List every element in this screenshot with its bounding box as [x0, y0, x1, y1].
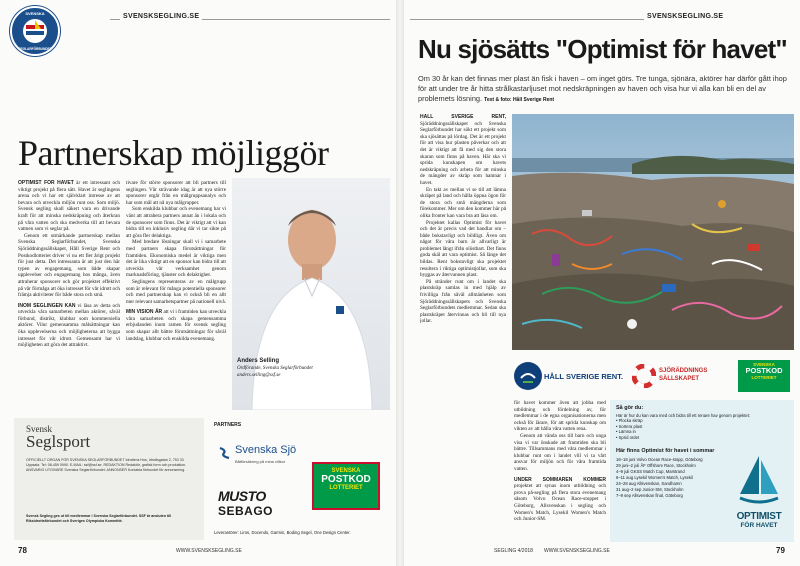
standfirst-text: Om 30 år kan det finnas mer plast än fisk i haven – om inget görs. Tre tunga, sjönära, aktörer har därför gått ihop för att under tre år hitta strålkastarljuset mot nedskräpningen av haven och visa hur vi alla kan bli en del av problemets lösning.: [418, 74, 787, 103]
partners-box: [208, 418, 392, 540]
left-page: [0, 0, 396, 566]
info-list-item: 29 juni–2 juli ÅF Offshore Race, Stockholm: [616, 463, 696, 468]
header-site-right: SVENSKSEGLING.SE: [644, 13, 726, 20]
footer-url: WWW.SVENSKSEGLING.SE: [544, 548, 610, 554]
header-rule: [410, 19, 650, 20]
pk-right-line2: POSTKOD: [745, 366, 783, 375]
svenska-sjo-tagline: Båtförsäkring på mina villkor: [235, 459, 286, 464]
beach-litter-photo: [512, 114, 794, 350]
paragraph: [514, 433, 606, 473]
right-column-2: [514, 400, 606, 544]
paragraph-text: projektet att synas inom utbildning och prova på-segling på flera stora evenemang såsom Volvo Ocean Race-stoppet i Göteborg, Allsvenskan i segling och Women's Match, Lysekil Women's Match och Junior-SM.: [514, 483, 606, 523]
right-column-1: [420, 114, 506, 546]
paragraph-text: Som enskilda klubbar och evenemang har vi vänt att attrahera partners annat än i lokala och de sponsorer som finns. Det är viktigt att vi kan bidra till en inklusiv segling där vi tar sikte på att göra fler delaktiga.: [126, 206, 226, 239]
info-list-item: 24–28 aug Allsvenskan, Sandhamn: [616, 481, 682, 486]
paragraph-text: är ett intressant och viktigt projekt på flera sätt. Havet är seglingens arena och vi har ett självklart intresse av att bevara och utveckla miljön runt oss. Som miljö. Svensk segling skall säkert vara en drivande kraft för att minska nedskräpning och återkran på våra vatten och ska medverka till att bevara vattnen som vi seglar på.: [18, 180, 120, 233]
info-title-1: Så gör du:: [616, 405, 644, 411]
pk-line3: LOTTERIET: [329, 485, 363, 491]
person-email: anders.selling@ssf.se: [237, 373, 281, 378]
footer-url: WWW.SVENSKSEGLING.SE: [176, 548, 242, 554]
paragraph: [126, 309, 226, 342]
info-list-item: 31 aug–2 sep Junior-SM, Stockholm: [616, 487, 684, 492]
paragraph-text: för havet kommer även att jobba med utbildning och fördelning av, för medlemmar i de egna organisationerna men också för lärare, för att sprida kunskap om vikten av att hålla våra vatten rena.: [514, 400, 606, 433]
paragraph-text: att vi i framtiden kan utveckla våra samarbeten och skapa gemensamma erbjudanden inom ramen för svensk segling som skapar allt bättre förutsättningar för såväl landslag, klubbar och enskilda evenemang.: [126, 309, 226, 342]
photo-credit: Text & foto: Håll Sverige Rent: [484, 97, 555, 103]
info-list-item: 4–9 juli GKSS Match Cup, Marstrand: [616, 469, 685, 474]
pk-line2: POSTKOD: [321, 474, 371, 485]
impressum-text: OFFICIELLT ORGAN FÖR SVENSKA SEGLARFÖRBUNDET Idrottens Hus, Idrottsgatan 2, 753 33 Uppsala. Tel: 08-459 0990. E-MAIL: ssf@ssf.se. REDAKTION Redaktör, grafisk form och produktion. ANSVARIG UTGIVARE Svenska Seglarförbundet. ANNONSER Kontakta förbundet för annonsering.: [26, 458, 187, 472]
info-list-item: • Plocka skräp: [616, 418, 643, 424]
ssrs-logo: [632, 362, 722, 390]
paragraph: [18, 233, 120, 299]
ssrs-line1: SJÖRÄDDNINGS: [659, 368, 708, 374]
paragraph-lead: MIN VISION ÄR: [126, 309, 163, 316]
info-list-item: • Sortera plast: [616, 423, 643, 429]
impressum-box: [14, 418, 204, 540]
paragraph: [420, 187, 506, 220]
paragraph-text: På stränder runt om i landet ska plastskräp samlas in med hjälp av frivilliga från såväl allmänheten som Sjöräddningssällskapets och Svenska Seglarförbundets medlemmar. Sedan ska plastskräpet återvinnas och bli till nya jollar.: [420, 278, 506, 325]
beach-scene-icon: [512, 114, 794, 350]
paragraph: [420, 279, 506, 325]
svenska-sjo-icon: [218, 446, 232, 460]
info-list-item: Här är hur du kan vara med och bidra till ett renare hav genom projektet:: [616, 413, 751, 418]
paragraph: [420, 114, 506, 187]
ssrs-line2: SÄLLSKAPET: [659, 376, 700, 382]
paragraph: [420, 220, 506, 279]
paragraph-text: Projektet kallas Optimist för havet och det är precis vad det handlar om – både bokstavligt och bildligt. Även om något för våra barn är allvarligt är problemet långt ifrån olöstbart. Det finns goda skäl att vara optimist. Så länge det bildas. Rent bokstavligt ska projektet resultera i riktiga optimistjollar, som ska byggas av återvunnen plast.: [420, 219, 506, 279]
info-list-item: 7–9 sep Allsvenskan final, Göteborg: [616, 493, 683, 498]
info-list-item: 16–18 juni Volvo Ocean Race-stopp, Göteborg: [616, 457, 703, 462]
suppliers-text: Leverantörer: Liros, Docendo, Garmin, Boding Segel, One Design Center.: [214, 530, 351, 535]
person-name: Anders Selling: [237, 358, 280, 364]
page-title: Partnerskap möjliggör: [18, 133, 329, 173]
musto-logo: [218, 488, 288, 526]
page-gutter: [396, 0, 404, 566]
badge-bottom-text: SEGLARFÖRBUNDET: [18, 47, 52, 51]
paragraph: [514, 477, 606, 523]
info-list-2: [616, 457, 726, 499]
sebago-name: SEBAGO: [218, 504, 274, 518]
paragraph-text: Seglingens representeras av en målgrupp som är relevant för många potentiella sponsorer och med partnerskap kan vi också bli en allt mer relevant samarbetspartner på nationell nivå.: [126, 278, 226, 305]
info-list-item: • Sprid ordet: [616, 434, 640, 440]
paragraph-lead: UNDER SOMMAREN KOMMER: [514, 476, 606, 483]
paragraph-text: tivare för större sponsorer att bli partners till seglingen. Vår strävande idag är att nya större sponsorer utgår från en målgruppsanalys och har som mål att nå nya målgrupper.: [126, 180, 226, 206]
postkodlotteriet-logo-right: [738, 360, 790, 392]
impressum-logo-small: Svensk: [26, 424, 53, 434]
page-number: 79: [776, 546, 785, 555]
postkodlotteriet-logo: [312, 462, 380, 510]
person-role: Ordförande, Svenska Seglarförbundet: [237, 366, 313, 371]
hsr-logo-text: HÅLL SVERIGE RENT.: [544, 372, 624, 381]
hsr-logo: [514, 362, 542, 390]
pk-right-line3: LOTTERIET: [751, 375, 777, 380]
svenska-sjo-logo: [218, 442, 308, 468]
footer-magazine: SEGLING 4/2018: [494, 548, 533, 554]
paragraph: [514, 400, 606, 433]
paragraph-lead: HÅLL SVERIGE RENT,: [420, 114, 506, 120]
paragraph: [126, 206, 226, 239]
partners-title: PARTNERS: [214, 422, 242, 428]
paragraph: [18, 303, 120, 349]
info-title-2: Här finns Optimist för havet i sommar: [616, 448, 715, 454]
paragraph-lead: OPTIMIST FÖR HAVET: [18, 180, 74, 186]
paragraph: [126, 239, 226, 279]
paragraph: [126, 279, 226, 305]
impressum-logo: Seglsport: [26, 432, 91, 451]
musto-name: MUSTO: [218, 488, 266, 504]
left-column-1: [18, 180, 120, 410]
left-column-2: [126, 180, 226, 410]
optimist-line2: FÖR HAVET: [740, 522, 778, 529]
page-number: 78: [18, 546, 27, 555]
pk-right-line1: SVENSKA: [753, 362, 775, 367]
paragraph-text: vi läsa av detta och utveckla våra samarbeten mellan aktörer, såväl förbund, distrikt, klubbar som kommersiella aktörer. Vilur gemensamma målsättningar kan öka upplevelserna och möjligheterna att bygga intresset för vår idrott. Gemensamt har vi möjligheten att göra det attraktivt.: [18, 302, 120, 349]
paragraph-text: Genom att vända oss till barn och unga visa vi var önskade att framtiden ska bli bättre. Tillsammans med våra medlemmar i klubbar runt om i landet vill vi ta vårt ansvar för miljön och för våra framtida vatten.: [514, 432, 606, 472]
info-list-1: [616, 413, 788, 440]
info-list-item: 6–11 aug Lysekil Women's Match, Lysekil: [616, 475, 693, 480]
federation-badge: [10, 6, 60, 56]
optimist-sail-icon: [736, 454, 782, 506]
paragraph-text: Med bredare lösningar skall vi i samarbete med partners skapa förutsättningar för framtiden. Ekonomiska medel är viktiga men det är lika viktigt att en sponsor kan bidra till att utveckla vår verksamhet genom marknadsföring, tjänster och delaktighet.: [126, 239, 226, 279]
ssrs-lifebuoy-icon: [632, 364, 656, 388]
optimist-line1: OPTIMIST: [736, 511, 782, 522]
info-list-item: • Lämna in: [616, 429, 636, 435]
header-site-left: SVENSKSEGLING.SE: [120, 13, 202, 20]
optimist-logo: [728, 454, 790, 538]
right-page: [404, 0, 800, 566]
article-title: Nu sjösätts "Optimist för havet": [418, 34, 787, 64]
paragraph-lead: INOM SEGLINGEN KAN: [18, 302, 76, 309]
pk-line1: SVENSKA: [331, 468, 361, 474]
paragraph: [18, 180, 120, 233]
impressum-bold: Svensk Segling ges ut till medlemmar i Svenska Seglarförbundet. SSF är ansluten till Riksidrottsförbundet och Sveriges Olympiska Kommitté.: [26, 514, 172, 523]
svenska-sjo-name: Svenska Sjö: [235, 444, 297, 456]
paragraph-text: Sjöräddningssällskapet och Svenska Seglarförbundet har sökt ett projekt som ska sjösättas på lördag. Det är ett projekt för att visa hur plasten påverkar och att det är viktigt att få med sig den stora skaran som finns på haven. Här ska vi sprida kunskapen om havets nedskräpning och arbeta för att minska de mängder av skräp som hamnar i havet.: [420, 120, 506, 186]
paragraph-text: En takt av mellan vi se till att lämna skräpet på land och hålla öppna ögon för de stora och små mängderna som förekommer. Mer om den kommer här på olika fronter kan vara bra att läsa om.: [420, 186, 506, 219]
badge-top-text: SVENSKA: [25, 11, 45, 16]
info-box: [610, 400, 794, 542]
paragraph-text: Genom ett utmärkande partnerskap mellan Svenska Seglarförbundet, Svenska Sjöräddningssällskapet, Håll Sverige Rent och Postkodlotteriet driver vi nu ett fler årigt projekt för just detta. Det intressanta är att just den här typen av engagemang, som både skapar upplevelser och engagemang hos många, även attraherar sponsorer och gör projektet effektivt på vår förmåga att öka intresset för vår idrott och främja aktiviteter för både stora och små.: [18, 232, 120, 299]
article-standfirst: [418, 74, 788, 105]
paragraph: [126, 180, 226, 206]
hsr-emblem-icon: [514, 362, 542, 390]
